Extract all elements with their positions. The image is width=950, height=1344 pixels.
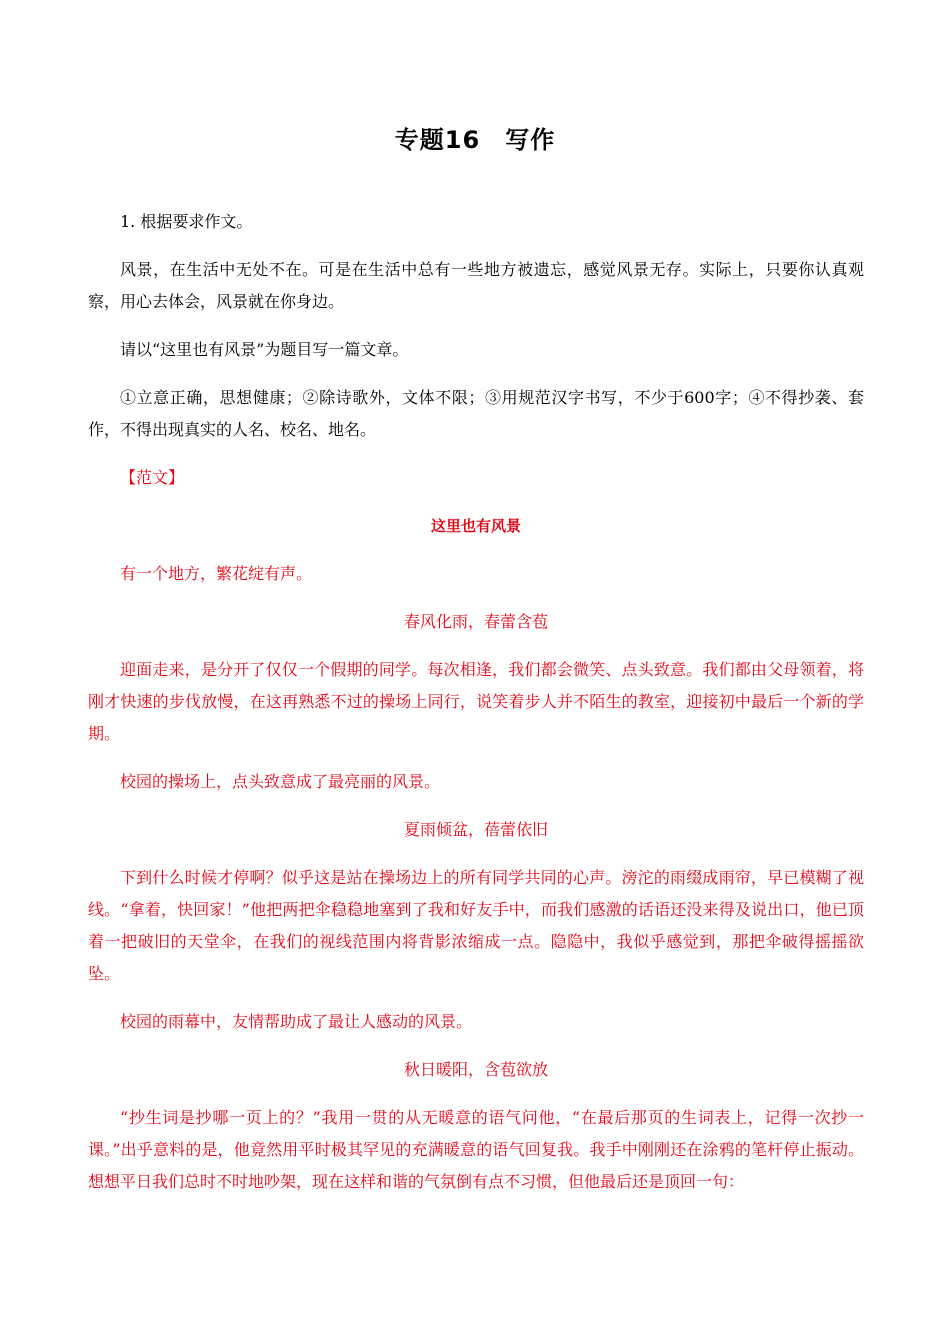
essay-opening: 有一个地方，繁花绽有声。 [120,564,313,583]
essay-paragraph: 迎面走来，是分开了仅仅一个假期的同学。每次相逢，我们都会微笑、点头致意。我们都由父母领着，将刚才快速的步伐放慢，在这再熟悉不过的操场上同行，说笑着步人并不陌生的教室，迎接初中最后一个新的学期。 [88,660,864,743]
question-number-line: 1. 根据要求作文。 [120,212,253,231]
essay-paragraph: 下到什么时候才停啊？似乎这是站在操场边上的所有同学共同的心声。滂沱的雨缀成雨帘，早已模糊了视线。“拿着，快回家！”他把两把伞稳稳地塞到了我和好友手中，而我们感激的话语还没来得及说出口，他已顶着一把破旧的天堂伞，在我们的视线范围内将背影浓缩成一点。隐隐中，我似乎感觉到，那把伞破得摇摇欲坠。 [88,868,864,983]
essay-paragraph: 校园的操场上，点头致意成了最亮丽的风景。 [120,772,441,791]
essay-title: 这里也有风景 [430,517,521,535]
section-heading: 春风化雨，春蕾含苞 [403,612,548,631]
question-requirements: ①立意正确，思想健康；②除诗歌外，文体不限；③用规范汉字书写，不少于600字；④不得抄袭、套作，不得出现真实的人名、校名、地名。 [88,388,864,439]
essay-paragraph: “抄生词是抄哪一页上的？”我用一贯的从无暖意的语气问他，“在最后那页的生词表上，记得一次抄一课。”出乎意料的是，他竟然用平时极其罕见的充满暖意的语气回复我。我手中刚刚还在涂鸦的笔杆停止振动。想想平日我们总时不时地吵架，现在这样和谐的气氛倒有点不习惯，但他最后还是顶回一句： [88,1108,864,1191]
essay-paragraph: 校园的雨幕中，友情帮助成了最让人感动的风景。 [120,1012,473,1031]
section-heading: 秋日暖阳，含苞欲放 [403,1060,548,1079]
page-title: 专题16 写作 [394,126,556,154]
question-instruction: 请以“这里也有风景”为题目写一篇文章。 [120,340,409,359]
sample-label: 【范文】 [120,468,185,487]
document-body [88,206,864,1214]
section-heading: 夏雨倾盆，蓓蕾依旧 [403,820,548,839]
question-prompt: 风景，在生活中无处不在。可是在生活中总有一些地方被遗忘，感觉风景无存。实际上，只要你认真观察，用心去体会，风景就在你身边。 [88,260,864,311]
